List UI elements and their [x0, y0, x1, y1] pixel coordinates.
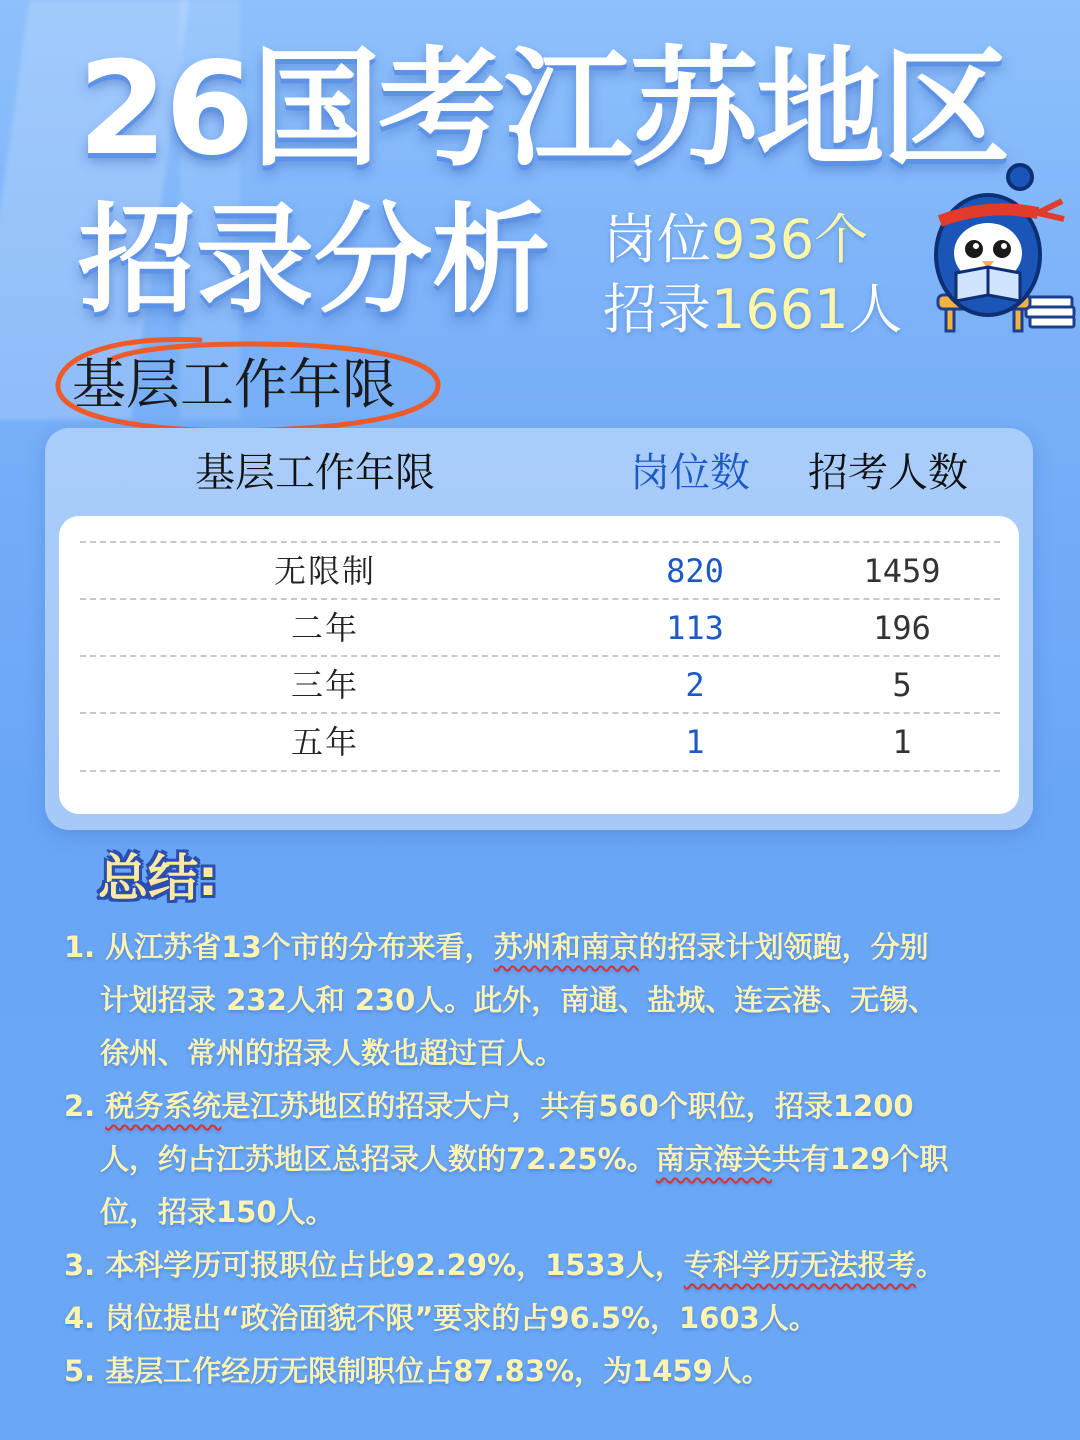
table-row [80, 541, 1000, 599]
summary-text: 共有129个职 [771, 1142, 949, 1176]
table-row [80, 712, 1000, 772]
cell-hires: 5 [892, 666, 912, 704]
cell-positions: 113 [666, 609, 724, 647]
summary-item-3 [64, 1240, 945, 1290]
cell-positions: 820 [666, 552, 724, 590]
highlighted-text: 专科学历无法报考 [683, 1248, 916, 1282]
highlighted-text: 苏州和南京 [493, 930, 639, 964]
summary-title: 总结: [98, 849, 218, 907]
hires-stat [603, 278, 902, 342]
summary-text: 人，约占江苏地区总招录人数的72.25%。 [100, 1142, 656, 1176]
cell-years: 无限制 [273, 552, 376, 590]
positions-value: 936 [711, 208, 815, 271]
positions-unit: 个 [814, 208, 869, 271]
summary-item-1-line-1 [64, 922, 929, 972]
cell-hires: 1 [892, 723, 912, 761]
summary-text: 是江苏地区的招录大户，共有560个职位，招录1200 [221, 1089, 914, 1123]
positions-stat [603, 208, 868, 272]
summary-item-4: 4. 岗位提出“政治面貌不限”要求的占96.5%，1603人。 [64, 1301, 818, 1335]
cell-years: 三年 [290, 666, 359, 704]
hires-label: 招录 [603, 278, 711, 341]
positions-label: 岗位 [603, 208, 711, 271]
section-subheading: 基层工作年限 [72, 353, 396, 416]
penguin-reading-icon [930, 155, 1076, 335]
main-title-line2: 招录分析 [78, 191, 551, 329]
summary-item-1-line-2: 计划招录 232人和 230人。此外，南通、盐城、连云港、无锡、 [100, 983, 938, 1017]
cell-positions: 2 [685, 666, 705, 704]
summary-text: 3. 本科学历可报职位占比92.29%，1533人， [64, 1248, 684, 1282]
summary-item-2-line-2 [100, 1134, 948, 1184]
cell-years: 二年 [290, 609, 359, 647]
summary-item-1-line-3: 徐州、常州的招录人数也超过百人。 [100, 1036, 565, 1070]
table-row [80, 598, 1000, 656]
summary-item-2-line-3: 位，招录150人。 [100, 1195, 335, 1229]
main-title-line1: 26国考江苏地区 [78, 35, 1009, 184]
column-header-positions: 岗位数 [630, 450, 750, 496]
table-row [80, 655, 1000, 713]
summary-text: 。 [915, 1248, 945, 1282]
cell-hires: 196 [873, 609, 931, 647]
summary-text: 2. [64, 1089, 106, 1123]
summary-text: 的招录计划领跑，分别 [638, 930, 929, 964]
hires-unit: 人 [848, 278, 903, 341]
cell-hires: 1459 [863, 552, 941, 590]
summary-text: 1. 从江苏省13个市的分布来看， [64, 930, 494, 964]
hires-value: 1661 [711, 278, 849, 341]
highlighted-text: 南京海关 [655, 1142, 772, 1176]
summary-item-5: 5. 基层工作经历无限制职位占87.83%，为1459人。 [64, 1354, 771, 1388]
cell-years: 五年 [290, 723, 359, 761]
column-header-years: 基层工作年限 [195, 450, 435, 496]
column-header-hires: 招考人数 [808, 450, 968, 496]
cell-positions: 1 [685, 723, 705, 761]
highlighted-text: 税务系统 [105, 1089, 222, 1123]
summary-item-2-line-1 [64, 1081, 914, 1131]
